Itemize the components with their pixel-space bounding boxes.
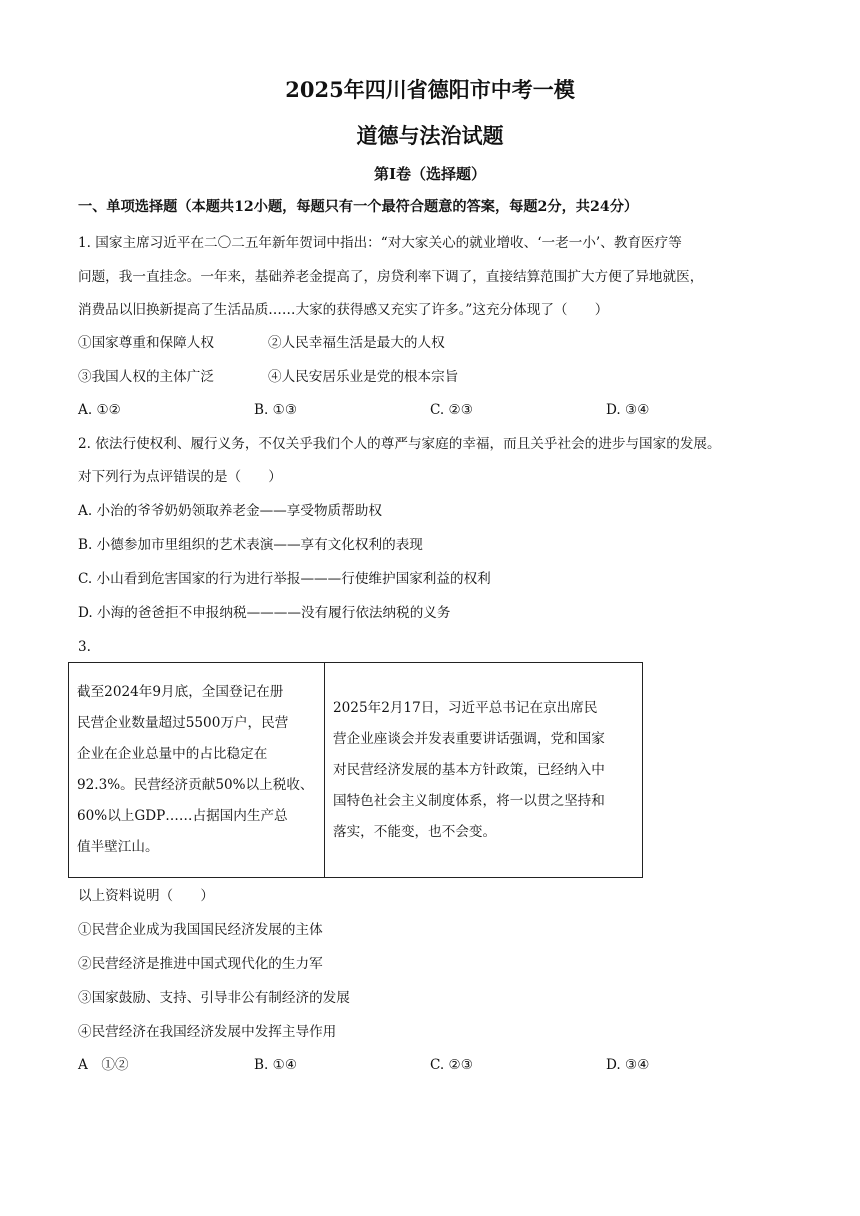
volume-heading: 第Ⅰ卷（选择题） (373, 165, 487, 183)
q1-statement-3: ③我国人权的主体广泛 (78, 369, 214, 385)
q3-material-table (68, 662, 643, 878)
material-left-line: 民营企业数量超过5500万户，民营 (77, 715, 289, 731)
q1-statement-4: ④人民安居乐业是党的根本宗旨 (268, 369, 459, 385)
q3-statement-4: ④民营经济在我国经济发展中发挥主导作用 (78, 1024, 337, 1040)
q3-statement-1: ①民营企业成为我国国民经济发展的主体 (78, 922, 323, 938)
q2-option-c[interactable]: C. 小山看到危害国家的行为进行举报———行使维护国家利益的权利 (78, 571, 491, 587)
q3-option-c[interactable]: C. ②③ (430, 1057, 473, 1073)
q2-option-a[interactable]: A. 小治的爷爷奶奶领取养老金——享受物质帮助权 (78, 503, 382, 519)
material-right-line: 对民营经济发展的基本方针政策，已经纳入中 (333, 761, 605, 778)
q3-material-right (325, 663, 643, 878)
q3-number: 3. (78, 639, 91, 655)
material-left-line: 截至2024年9月底，全国登记在册 (77, 684, 284, 700)
q2-stem-line-2: 对下列行为点评错误的是（ ） (78, 469, 282, 485)
q1-option-c[interactable]: C. ②③ (430, 402, 473, 418)
q1-statement-2: ②人民幸福生活是最大的人权 (268, 335, 445, 351)
exam-title: 2025年四川省德阳市中考一模 (285, 77, 575, 102)
q2-stem-line-1: 2. 依法行使权利、履行义务，不仅关乎我们个人的尊严与家庭的幸福，而且关乎社会的进步与国家的发展。 (78, 436, 721, 452)
q3-material-left (69, 663, 325, 878)
material-right-line: 营企业座谈会并发表重要讲话强调，党和国家 (333, 730, 605, 747)
material-right-line: 国特色社会主义制度体系，将一以贯之坚持和 (333, 792, 605, 809)
material-left-line: 企业在企业总量中的占比稳定在 (77, 746, 268, 762)
q1-stem-line-1: 1. 国家主席习近平在二〇二五年新年贺词中指出：“对大家关心的就业增收、‘一老一小’、教育医疗等 (78, 235, 682, 251)
q1-option-b[interactable]: B. ①③ (254, 402, 298, 418)
q3-statement-2: ②民营经济是推进中国式现代化的生力军 (78, 956, 323, 972)
material-left-line: 值半壁江山。 (77, 839, 159, 855)
q1-statement-1: ①国家尊重和保障人权 (78, 335, 214, 351)
q3-option-b[interactable]: B. ①④ (254, 1057, 298, 1073)
material-right-line: 2025年2月17日，习近平总书记在京出席民 (333, 699, 598, 716)
q3-statement-3: ③国家鼓励、支持、引导非公有制经济的发展 (78, 990, 350, 1006)
q1-stem-line-3: 消费品以旧换新提高了生活品质……大家的获得感又充实了许多。”这充分体现了（ ） (78, 302, 609, 318)
material-left-line: 92.3%。民营经济贡献50%以上税收、 (77, 777, 314, 793)
q2-option-d[interactable]: D. 小海的爸爸拒不申报纳税————没有履行依法纳税的义务 (78, 605, 451, 621)
q3-option-a[interactable]: A ①② (78, 1057, 129, 1073)
material-left-line: 60%以上GDP……占据国内生产总 (77, 808, 288, 824)
q1-stem-line-2: 问题，我一直挂念。一年来，基础养老金提高了，房贷利率下调了，直接结算范围扩大方便了异地就医， (78, 269, 704, 285)
q1-option-d[interactable]: D. ③④ (606, 402, 650, 418)
material-right-line: 落实，不能变，也不会变。 (333, 823, 497, 840)
exam-subtitle: 道德与法治试题 (356, 123, 504, 148)
q1-option-a[interactable]: A. ①② (78, 402, 121, 418)
q3-question: 以上资料说明（ ） (78, 888, 214, 904)
q3-option-d[interactable]: D. ③④ (606, 1057, 650, 1073)
q2-option-b[interactable]: B. 小德参加市里组织的艺术表演——享有文化权利的表现 (78, 537, 423, 553)
section-heading: 一、单项选择题（本题共12小题，每题只有一个最符合题意的答案，每题2分，共24分） (78, 199, 639, 215)
